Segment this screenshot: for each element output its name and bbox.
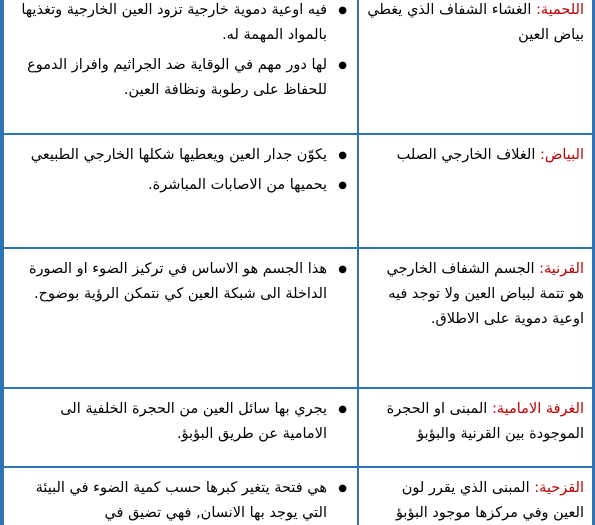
term-label: القزحية: [534, 480, 584, 496]
table-row [3, 0, 593, 134]
list-item: ● هذا الجسم هو الاساس في تركيز الضوء او الصورة الداخلة الى شبكة العين كي نتمكن الرؤية بوضوح. [12, 257, 327, 307]
function-list [12, 0, 349, 103]
table-row [3, 467, 593, 525]
table-row [3, 388, 593, 467]
term-definition: الغلاف الخارجي الصلب [396, 147, 536, 163]
term-cell [358, 467, 593, 525]
list-item: ● يجري بها سائل العين من الحجرة الخلفية الى الامامية عن طريق البؤبؤ. [12, 397, 327, 447]
list-item: ● يكوّن جدار العين ويعطيها شكلها الخارجي الطبيعي [12, 143, 327, 168]
term-label: القرنية: [539, 261, 584, 277]
function-cell [3, 248, 358, 388]
term-definition: المبنى الذي يقرر لون العين وفي مركزها موجود البؤبؤ [395, 480, 584, 521]
function-list [12, 397, 349, 447]
term-cell [358, 0, 593, 134]
list-item: ● لها دور مهم في الوقاية ضد الجراثيم وافراز الدموع للحفاظ على رطوبة ونظافة العين. [12, 53, 327, 103]
term-label: البياض: [539, 147, 584, 163]
term-cell [358, 248, 593, 388]
list-item: ● فيه اوعية دموية خارجية تزود العين الخارجية وتغذيها بالمواد المهمة له. [12, 0, 327, 48]
term-label: اللحمية: [535, 2, 584, 18]
term-definition: الجسم الشفاف الخارجي هو تتمة لبياض العين ولا توجد فيه اوعية دموية على الاطلاق. [386, 261, 584, 327]
list-item: ● يحميها من الاصابات المباشرة. [12, 173, 327, 198]
term-cell [358, 388, 593, 467]
table-row [3, 248, 593, 388]
function-list [12, 257, 349, 307]
function-cell [3, 388, 358, 467]
function-cell [3, 134, 358, 248]
function-list [12, 143, 349, 198]
term-definition: الغشاء الشفاف الذي يغطي بياض العين [367, 2, 584, 43]
function-cell [3, 467, 358, 525]
term-label: الغرفة الامامية: [491, 401, 584, 417]
eye-parts-table [2, 0, 594, 525]
list-item: ● هي فتحة يتغير كبرها حسب كمية الضوء في البيئة التي يوجد بها الانسان, فهي تضيق في [12, 476, 327, 525]
term-definition: المبنى او الحجرة الموجودة بين القرنية والبؤبؤ [386, 401, 584, 442]
table-row [3, 134, 593, 248]
function-list [12, 476, 349, 525]
term-cell [358, 134, 593, 248]
function-cell [3, 0, 358, 134]
